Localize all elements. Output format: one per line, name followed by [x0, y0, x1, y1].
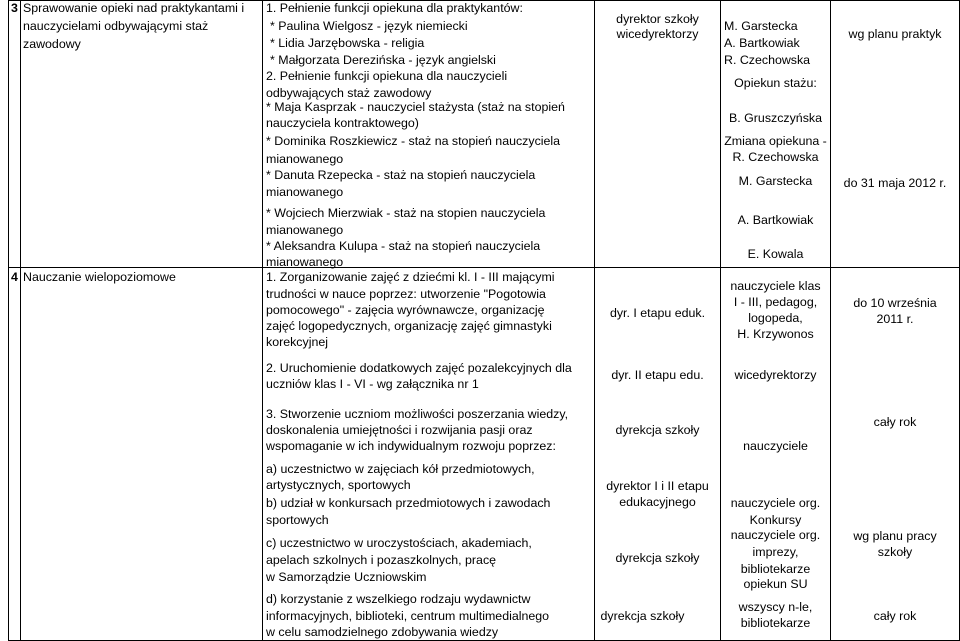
person-name: B. Gruszczyńska	[729, 111, 822, 125]
task-item: 1. Zorganizowanie zajęć z dziećmi kl. I - III mającymi	[266, 270, 555, 284]
task-item: uczniów klas I - VI - wg załącznika nr 1	[266, 377, 479, 391]
task-item: trudności w nauce poprzez: utworzenie "Pogotowia	[266, 287, 546, 301]
person-name: Konkursy	[749, 513, 802, 527]
task-item: apelach szkolnych i pozaszkolnych, pracę	[266, 553, 497, 567]
task-item: mianowanego	[266, 255, 344, 269]
responsible-role: dyr. II etapu edu.	[611, 368, 704, 382]
person-name: E. Kowala	[747, 247, 804, 261]
person-name: wszyscy n-le,	[738, 600, 813, 614]
task-item: d) korzystanie z wszelkiego rodzaju wydawnictw	[266, 592, 531, 606]
task-item: doskonalenia umiejętności i rozwijania pasji oraz	[266, 423, 533, 437]
task-title: nauczycielami odbywającymi staż	[23, 19, 209, 33]
row-divider	[8, 267, 960, 268]
person-name: bibliotekarze	[740, 562, 811, 576]
task-item: 1. Pełnienie funkcji opiekuna dla praktykantów:	[266, 1, 523, 15]
task-item: wspomaganie w ich indywidualnym rozwoju poprzez:	[266, 439, 556, 453]
person-name: nauczyciele	[743, 439, 808, 453]
person-name: nauczyciele org.	[730, 528, 821, 542]
task-item: w celu samodzielnego zdobywania wiedzy	[266, 625, 499, 639]
task-item: mianowanego	[266, 152, 344, 166]
responsible-role: dyrekcja szkoły	[600, 609, 685, 623]
task-item: informacyjnych, biblioteki, centrum multimedialnego	[266, 609, 550, 623]
deadline: wg planu pracy	[853, 529, 937, 543]
row-number: 3	[11, 1, 18, 15]
person-name: M. Garstecka	[724, 19, 798, 33]
person-name: A. Bartkowiak	[724, 36, 800, 50]
task-item: b) udział w konkursach przedmiotowych i zawodach	[266, 496, 551, 510]
responsible-role: dyrekcja szkoły	[615, 551, 700, 565]
task-item: sportowych	[266, 513, 329, 527]
person-name: nauczyciele org.	[730, 496, 821, 510]
task-item: w Samorządzie Uczniowskim	[266, 570, 427, 584]
task-item: 2. Uruchomienie dodatkowych zajęć pozalekcyjnych dla	[266, 361, 572, 375]
task-item: odbywających staż zawodowy	[266, 86, 432, 100]
task-item: 2. Pełnienie funkcji opiekuna dla nauczycieli	[266, 69, 508, 83]
col-line	[262, 0, 263, 641]
person-name: A. Bartkowiak	[737, 213, 814, 227]
person-name: I - III, pedagog,	[733, 295, 818, 309]
person-name: wicedyrektorzy	[734, 368, 817, 382]
task-item: nauczyciela kontraktowego)	[266, 116, 419, 130]
responsible-role: dyrekcja szkoły	[615, 423, 700, 437]
person-name: R. Czechowska	[724, 53, 811, 67]
responsible-role: edukacyjnego	[619, 495, 696, 509]
row-number: 4	[11, 270, 18, 284]
deadline: cały rok	[873, 415, 917, 429]
person-name: M. Garstecka	[738, 174, 813, 188]
person-name: H. Krzywonos	[737, 327, 814, 341]
deadline: do 31 maja 2012 r.	[843, 176, 947, 190]
deadline: do 10 września	[853, 296, 937, 310]
task-item: * Małgorzata Derezińska - język angielski	[270, 53, 496, 67]
task-item: * Dominika Roszkiewicz - staż na stopień nauczyciela	[266, 134, 561, 148]
task-item: * Lidia Jarzębowska - religia	[270, 36, 425, 50]
person-name: R. Czechowska	[732, 150, 819, 164]
task-item: * Danuta Rzepecka - staż na stopień nauczyciela	[266, 168, 536, 182]
task-item: * Maja Kasprzak - nauczyciel stażysta (staż na stopień	[266, 100, 565, 114]
deadline: szkoły	[877, 545, 913, 559]
task-item: zajęć logopedycznych, organizację zajęć gimnastyki	[266, 319, 552, 333]
task-item: artystycznych, sportowych	[266, 478, 411, 492]
person-label: Zmiana opiekuna -	[724, 134, 827, 148]
task-item: * Aleksandra Kulupa - staż na stopień nauczyciela	[266, 239, 541, 253]
responsible-role: dyrektor szkoły	[616, 12, 699, 26]
responsible-role: dyr. I etapu eduk.	[609, 306, 706, 320]
task-item: a) uczestnictwo w zajęciach kół przedmiotowych,	[266, 462, 535, 476]
deadline: 2011 r.	[876, 312, 914, 326]
deadline: cały rok	[873, 609, 917, 623]
task-title: Sprawowanie opieki nad praktykantami i	[23, 1, 245, 15]
task-item: c) uczestnictwo w uroczystościach, akademiach,	[266, 536, 532, 550]
task-item: * Wojciech Mierzwiak - staż na stopien nauczyciela	[266, 206, 546, 220]
task-item: korekcyjnej	[266, 335, 328, 349]
task-title: zawodowy	[23, 37, 81, 51]
col-line	[8, 0, 9, 641]
task-title: Nauczanie wielopoziomowe	[23, 270, 176, 284]
person-name: nauczyciele klas	[730, 279, 821, 293]
person-name: opiekun SU	[743, 577, 808, 591]
responsible-role: wicedyrektorzy	[616, 27, 699, 41]
task-item: mianowanego	[266, 223, 344, 237]
person-name: imprezy,	[752, 545, 799, 559]
task-item: pomocowego" - zajęcia wyrównawcze, organizację	[266, 303, 545, 317]
task-item: * Paulina Wielgosz - język niemiecki	[270, 19, 468, 33]
person-name: logopeda,	[748, 311, 803, 325]
deadline: wg planu praktyk	[848, 27, 942, 41]
responsible-role: dyrektor I i II etapu	[606, 479, 709, 493]
col-line	[20, 0, 21, 641]
task-item: mianowanego	[266, 185, 344, 199]
task-item: 3. Stworzenie uczniom możliwości poszerzania wiedzy,	[266, 407, 569, 421]
person-name: bibliotekarze	[740, 616, 811, 630]
person-label: Opiekun stażu:	[734, 76, 817, 90]
